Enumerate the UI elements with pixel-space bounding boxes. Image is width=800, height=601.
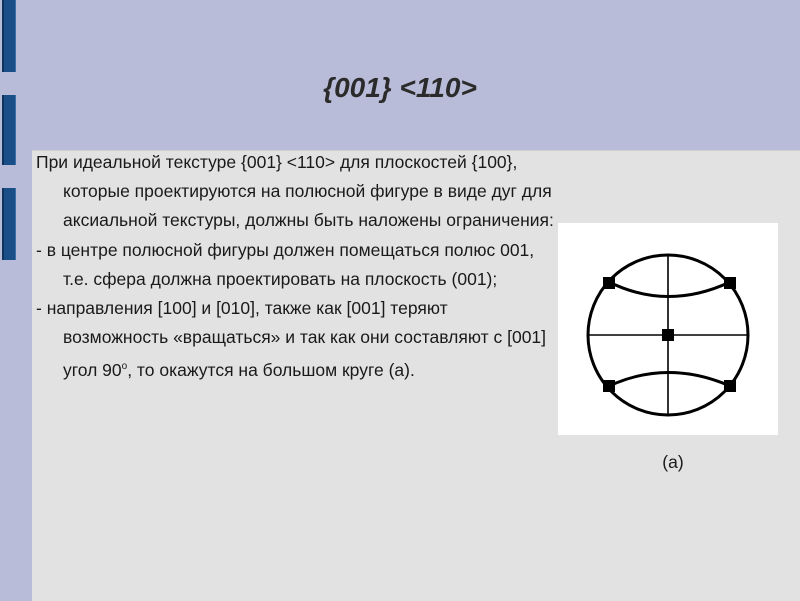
pole-figure <box>558 223 778 435</box>
upper-arc <box>609 282 730 297</box>
pole-marker-lower-right <box>724 380 736 392</box>
body-text <box>36 148 556 385</box>
decorative-bar-3 <box>2 188 16 260</box>
pole-figure-diagram <box>558 223 778 435</box>
lower-arc <box>609 373 730 387</box>
pole-marker-upper-right <box>724 277 736 289</box>
pole-marker-upper-left <box>603 277 615 289</box>
paragraph-directions-end: , то окажутся на большом круге (а). <box>127 360 415 381</box>
figure-caption: (а) <box>662 452 684 472</box>
decorative-bar-2 <box>2 95 16 165</box>
paragraph-directions-text: - направления [100] и [010], также как [001] теряют возможность «вращаться» и так как они составляют с [001] угол 90 <box>36 298 547 381</box>
paragraph-intro: При идеальной текстуре {001} <110> для плоскостей {100}, которые проектируются на полюсной фигуре в виде дуг для аксиальной текстуры, должны быть наложены ограничения: <box>36 152 554 231</box>
slide-title: {001} <110> <box>323 72 477 103</box>
degree-mark: о <box>121 361 128 373</box>
paragraph-directions <box>36 294 556 385</box>
pole-marker-center <box>662 329 674 341</box>
pole-marker-lower-left <box>603 380 615 392</box>
decorative-bar-1 <box>2 0 16 72</box>
left-strip <box>0 0 32 600</box>
paragraph-center-pole: - в центре полюсной фигуры должен помещаться полюс 001, т.е. сфера должна проектировать на плоскость (001); <box>36 239 535 289</box>
